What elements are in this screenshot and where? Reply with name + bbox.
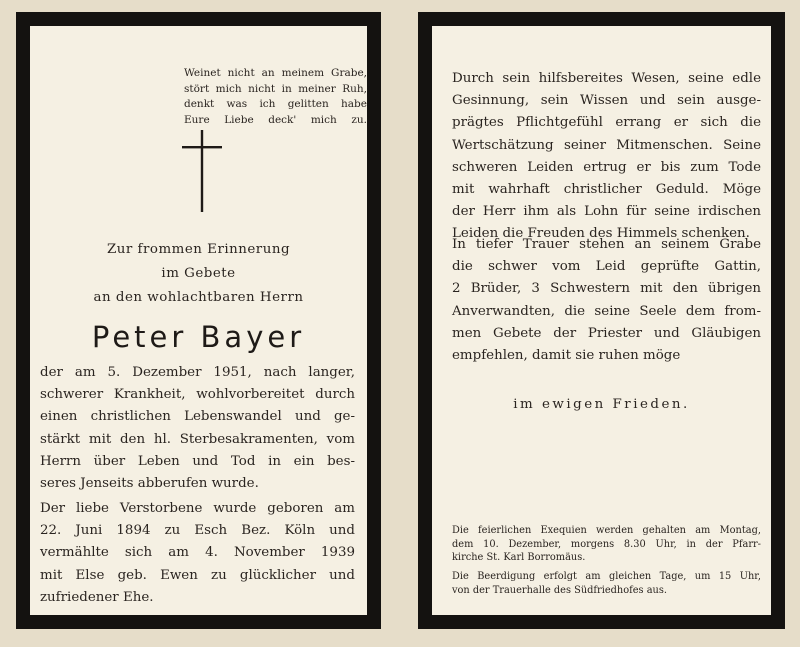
text-line: prägtes Pflichtgefühl errang er sich die bbox=[452, 115, 761, 131]
deceased-name: Peter Bayer bbox=[91, 320, 306, 354]
text-line: mit Else geb. Ewen zu glücklicher und bbox=[40, 567, 355, 583]
motto-line: Weinet nicht an meinem Grabe, bbox=[184, 67, 367, 79]
text-line: seres Jenseits abberufen wurde. bbox=[40, 476, 259, 492]
closing-phrase: im ewigen Frieden. bbox=[513, 397, 690, 412]
text-line: dem 10. Dezember, morgens 8.30 Uhr, in der Pfarr- bbox=[452, 538, 761, 550]
text-line: Anverwandten, die seine Seele dem from- bbox=[452, 303, 761, 319]
text-line: schweren Leiden ertrug er bis zum Tode bbox=[452, 159, 761, 175]
right-card-panel bbox=[432, 26, 771, 615]
text-line: men Gebete der Priester und Gläubigen bbox=[452, 325, 761, 341]
text-line: zufriedener Ehe. bbox=[40, 589, 154, 605]
text-line: Herrn über Leben und Tod in ein bes- bbox=[40, 453, 355, 469]
text-line: empfehlen, damit sie ruhen möge bbox=[452, 348, 681, 364]
left-card-panel bbox=[30, 26, 367, 615]
motto-line: stört mich nicht in meiner Ruh, bbox=[184, 82, 367, 95]
text-line: schwerer Krankheit, wohlvorbereitet durch bbox=[40, 387, 355, 403]
text-line: 2 Brüder, 3 Schwestern mit den übrigen bbox=[452, 281, 761, 297]
text-line: Durch sein hilfsbereites Wesen, seine edle bbox=[452, 71, 761, 86]
character-paragraph bbox=[452, 68, 761, 246]
text-line: stärkt mit den hl. Sterbesakramenten, vom bbox=[40, 431, 355, 447]
text-line: kirche St. Karl Borromäus. bbox=[452, 552, 586, 564]
text-line: vermählte sich am 4. November 1939 bbox=[40, 545, 355, 561]
text-line: von der Trauerhalle des Südfriedhofes aus. bbox=[452, 584, 667, 596]
text-line: In tiefer Trauer stehen an seinem Grabe bbox=[452, 237, 761, 252]
burial-notice bbox=[452, 570, 761, 597]
text-line: einen christlichen Lebenswandel und ge- bbox=[40, 409, 355, 425]
text-line: 22. Juni 1894 zu Esch Bez. Köln und bbox=[40, 523, 355, 539]
motto-line: Eure Liebe deck' mich zu. bbox=[184, 113, 367, 126]
text-line: mit wahrhaft christlicher Geduld. Möge bbox=[452, 182, 761, 198]
mourners-paragraph bbox=[452, 234, 761, 367]
text-line: der Herr ihm als Lohn für seine irdischen bbox=[452, 204, 761, 220]
intro-line-2: im Gebete bbox=[161, 266, 236, 281]
intro-line-1: Zur frommen Erinnerung bbox=[106, 242, 291, 257]
biography-paragraph bbox=[40, 498, 355, 609]
latin-cross-icon bbox=[182, 130, 222, 212]
text-line: Die Beerdigung erfolgt am gleichen Tage, um 15 Uhr, bbox=[452, 571, 761, 582]
right-mourning-card bbox=[418, 12, 785, 629]
text-line: Der liebe Verstorbene wurde geboren am bbox=[40, 501, 355, 516]
text-line: der am 5. Dezember 1951, nach langer, bbox=[40, 365, 355, 380]
death-notice-paragraph bbox=[40, 362, 355, 495]
text-line: die schwer vom Leid geprüfte Gattin, bbox=[452, 259, 761, 275]
left-mourning-card bbox=[16, 12, 381, 629]
intro-line-3: an den wohlachtbaren Herrn bbox=[93, 290, 304, 305]
exequies-notice bbox=[452, 524, 761, 565]
text-line: Leiden die Freuden des Himmels schenken. bbox=[452, 226, 750, 242]
text-line: Gesinnung, sein Wissen und sein ausge- bbox=[452, 93, 761, 109]
text-line: Die feierlichen Exequien werden gehalten am Montag, bbox=[452, 525, 761, 536]
text-line: Wertschätzung seiner Mitmenschen. Seine bbox=[452, 137, 761, 153]
motto-verse bbox=[184, 66, 367, 128]
motto-line: denkt was ich gelitten habe bbox=[184, 98, 367, 110]
